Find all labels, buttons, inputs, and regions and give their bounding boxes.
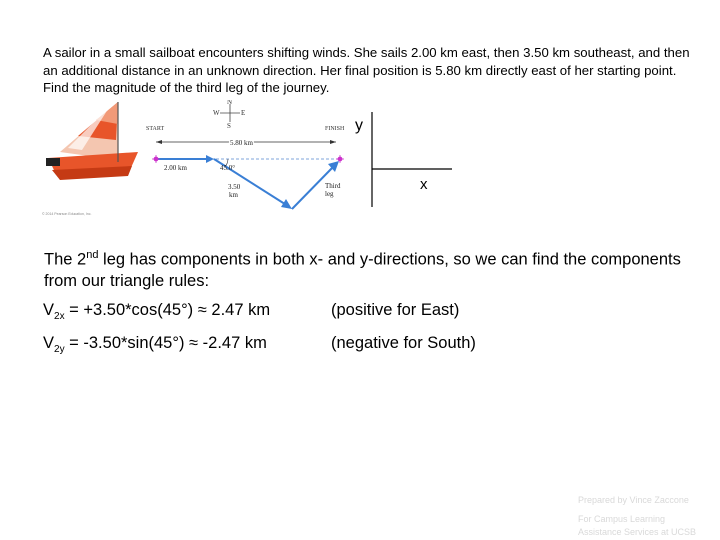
y-axis-label: y [355, 117, 363, 134]
finish-label: FINISH [325, 126, 345, 132]
footer-credit: Prepared by Vince Zaccone [578, 495, 689, 505]
compass-rose [213, 100, 245, 130]
leg3-label-line1: Third [325, 182, 341, 190]
total-displacement-dimension [156, 139, 336, 147]
leg2-label-line1: 3.50 [228, 183, 241, 191]
start-label: START [146, 126, 165, 132]
angle-label: 45.0° [220, 164, 236, 172]
explanation-paragraph [44, 245, 684, 292]
problem-statement: A sailor in a small sailboat encounters shifting winds. She sails 2.00 km east, then 3.50 km southeast, and then an additional distance in an unknown direction. Her final position is 5.80 km directly east of her starting point. Find the magnitude of the third leg of the journey. [43, 45, 690, 95]
start-marker [152, 155, 160, 163]
svg-text:W: W [213, 109, 220, 117]
svg-text:E: E [241, 109, 246, 117]
ordinal-superscript: nd [86, 249, 99, 261]
coordinate-axes [352, 112, 452, 207]
footer-line2: For Campus Learning [578, 514, 666, 524]
svg-text:N: N [227, 100, 233, 106]
svg-text:S: S [227, 122, 231, 130]
journey-figure [38, 100, 358, 218]
equation-v2y-note: (negative for South) [331, 334, 476, 352]
leg3-label-line2: leg [325, 190, 334, 198]
equation-v2y: $V_{2y} = -3.50*\sin(45^\circ) \approx -2.47$ km [43, 334, 267, 355]
leg1-label: 2.00 km [164, 164, 187, 172]
equation-v2x: $V_{2x} = +3.50*\cos(45^\circ) \approx 2.47$ km [43, 301, 271, 322]
svg-text:5.80 km: 5.80 km [230, 139, 253, 147]
leg2-label-line2: km [229, 191, 238, 199]
equation-v2x-note: (positive for East) [331, 301, 460, 319]
footer-line3: Assistance Services at UCSB [578, 527, 697, 537]
paragraph-part2: leg has components in both x- and y-directions, so we can find the components from our triangle rules: [44, 250, 681, 290]
paragraph-part1: The 2 [44, 250, 87, 269]
sailboat-illustration [46, 102, 138, 180]
leg1-vector [156, 155, 214, 163]
copyright-text: © 2014 Pearson Education, Inc. [42, 212, 92, 216]
x-axis-label: x [420, 176, 428, 193]
